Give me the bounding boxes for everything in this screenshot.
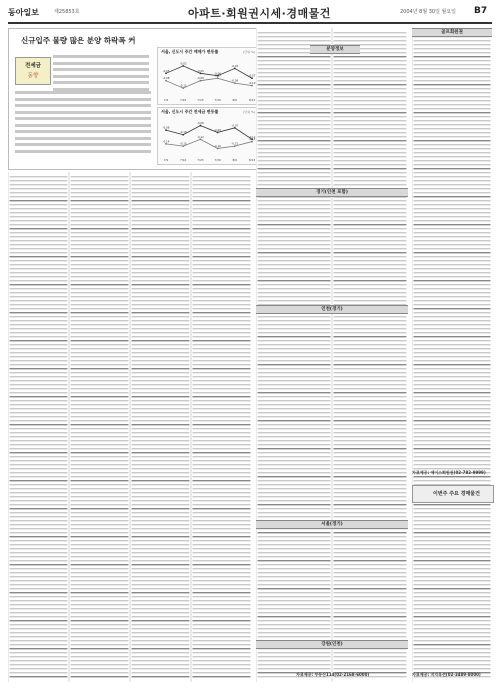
- table-texture: [8, 172, 252, 682]
- chart-plot: [158, 57, 258, 103]
- article-body: [15, 91, 151, 156]
- paper-name: 동아일보: [8, 8, 39, 17]
- data-label: -0.07: [231, 124, 239, 128]
- data-label: -0.06: [197, 122, 204, 126]
- chart-title: 서울, 신도시 주간 전세금 변동률: [161, 109, 219, 114]
- source-credit: 자료제공: 지지옥션(02-3489-8000): [412, 672, 481, 677]
- article-body-top: [53, 55, 149, 94]
- data-label: -0.15: [179, 142, 187, 146]
- chart-sale-price: [157, 47, 259, 105]
- data-label: -0.11: [179, 84, 187, 88]
- auction-promo: 이번주 주요 경매물건: [412, 485, 494, 503]
- golf-membership-table: [412, 28, 492, 682]
- data-label: -0.08: [197, 77, 204, 81]
- table-texture: [412, 28, 492, 682]
- x-tick-label: 8/6: [232, 98, 238, 102]
- x-tick-label: 7/9: [163, 158, 169, 162]
- chart-unit: (단위 %): [243, 110, 255, 114]
- x-tick-label: 7/23: [197, 98, 204, 102]
- data-label: -0.05: [162, 69, 170, 73]
- page-title: 아파트·회원권시세·경매물건: [188, 7, 331, 20]
- data-label: -0.09: [214, 128, 221, 132]
- issue-number: 제25853호: [54, 9, 80, 15]
- price-table-center: [256, 28, 408, 682]
- section-band: 인천(경기): [256, 305, 408, 314]
- data-label: -0.10: [179, 131, 187, 135]
- section-band: 골프회원권: [412, 28, 492, 37]
- chart-title: 서울, 신도시 주간 매매가 변동률: [161, 49, 219, 54]
- data-label: -0.08: [162, 126, 170, 130]
- data-label: -0.10: [248, 82, 256, 86]
- data-label: -0.12: [248, 135, 256, 139]
- data-label: -0.05: [197, 69, 204, 73]
- badge-tag: 동향: [27, 73, 39, 79]
- x-tick-label: 8/13: [248, 158, 256, 162]
- data-label: -0.03: [231, 64, 239, 68]
- data-label: -0.16: [214, 144, 221, 148]
- section-band: 강원(인천): [256, 640, 408, 649]
- x-tick-label: 7/30: [214, 158, 221, 162]
- section-band: 분양정보: [310, 45, 360, 54]
- badge-label: 전세금: [25, 63, 41, 69]
- article-headline: 신규입주 물량 많은 분양 하락폭 커: [21, 36, 136, 45]
- data-label: -0.07: [248, 74, 256, 78]
- source-credit: 자료제공: 에이스회원권(02-782-9999): [412, 470, 486, 475]
- data-label: -0.08: [162, 77, 170, 81]
- table-texture: [256, 28, 408, 682]
- x-tick-label: 7/16: [180, 98, 187, 102]
- data-label: -0.06: [214, 72, 221, 76]
- page-number: B7: [474, 6, 488, 16]
- data-label: -0.13: [248, 138, 256, 142]
- issue-date: 2004년 8월 30일 월요일: [400, 9, 457, 15]
- chart-plot: [158, 117, 258, 163]
- source-credit: 자료제공: 부동산114(02-2168-6000): [296, 672, 370, 677]
- data-label: -0.07: [214, 74, 221, 78]
- data-label: -0.02: [179, 62, 187, 66]
- x-tick-label: 8/13: [248, 98, 256, 102]
- data-label: -0.15: [231, 142, 239, 146]
- feature-article: [8, 28, 260, 170]
- price-table-left: [8, 172, 252, 682]
- x-tick-label: 7/9: [163, 98, 169, 102]
- data-label: -0.09: [231, 79, 239, 83]
- x-tick-label: 7/30: [214, 98, 221, 102]
- section-band: 경기(인천 포함): [256, 188, 408, 197]
- x-tick-label: 8/6: [232, 158, 238, 162]
- section-band: 서울(경기): [256, 520, 408, 529]
- masthead: [8, 4, 492, 24]
- data-label: -0.14: [162, 140, 170, 144]
- section-badge: [15, 57, 51, 85]
- x-tick-label: 7/16: [180, 158, 187, 162]
- x-tick-label: 7/23: [197, 158, 204, 162]
- data-label: -0.12: [197, 135, 204, 139]
- chart-jeonse: [157, 107, 259, 165]
- chart-unit: (단위 %): [243, 50, 255, 54]
